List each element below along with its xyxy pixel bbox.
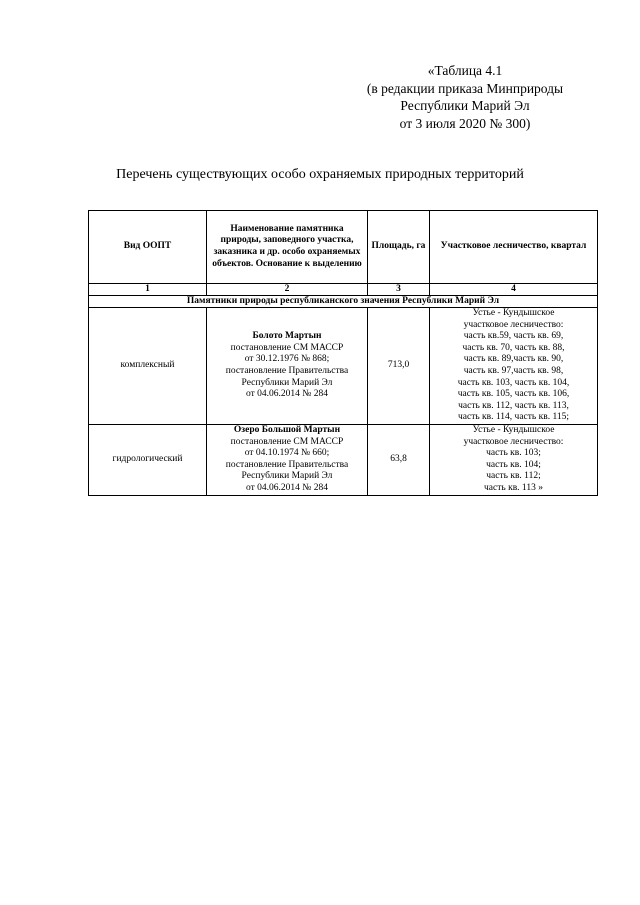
forestry-cell xyxy=(430,308,598,425)
forestry-line: часть кв. 105, часть кв. 106, xyxy=(457,389,570,400)
basis-line: постановление Правительства xyxy=(225,365,349,376)
basis-line: от 04.06.2014 № 284 xyxy=(246,389,328,400)
forestry-line: часть кв. 89,часть кв. 90, xyxy=(463,354,564,365)
protected-area-name-cell xyxy=(207,308,368,425)
column-number: 4 xyxy=(430,284,598,296)
table-reference-heading xyxy=(320,62,610,132)
basis-line: Республики Марий Эл xyxy=(241,471,333,482)
column-header-type: Вид ООПТ xyxy=(89,211,207,284)
column-number-row xyxy=(89,284,598,296)
forestry-cell xyxy=(430,424,598,495)
table-header-row xyxy=(89,211,598,284)
table-row xyxy=(89,424,598,495)
area-value: 63,8 xyxy=(368,424,430,495)
column-number: 1 xyxy=(89,284,207,296)
protected-area-type: комплексный xyxy=(89,308,207,425)
forestry-line: часть кв. 112, часть кв. 113, xyxy=(458,400,569,411)
forestry-line: участковое лесничество: xyxy=(463,319,564,330)
forestry-line: часть кв. 104; xyxy=(486,459,541,470)
column-number: 3 xyxy=(368,284,430,296)
column-header-forestry: Участковое лесничество, квартал xyxy=(430,211,598,284)
protected-area-type: гидрологический xyxy=(89,424,207,495)
forestry-line: участковое лесничество: xyxy=(463,436,564,447)
heading-line: Республики Марий Эл xyxy=(400,98,530,113)
area-value: 713,0 xyxy=(368,308,430,425)
section-row xyxy=(89,296,598,308)
column-header-name: Наименование памятника природы, заповедного участка, заказника и др. особо охраняемых объектов. Основание к выделению xyxy=(207,211,368,284)
section-title: Памятники природы республиканского значения Республики Марий Эл xyxy=(89,296,598,308)
column-number: 2 xyxy=(207,284,368,296)
forestry-line: часть кв. 103, часть кв. 104, xyxy=(457,377,570,388)
table-row xyxy=(89,308,598,425)
document-title: Перечень существующих особо охраняемых природных территорий xyxy=(116,167,524,182)
basis-line: Республики Марий Эл xyxy=(241,377,333,388)
basis-line: от 04.06.2014 № 284 xyxy=(246,482,328,493)
basis-line: постановление СМ МАССР xyxy=(230,436,344,447)
basis-line: от 30.12.1976 № 868; xyxy=(244,354,330,365)
basis-line: постановление Правительства xyxy=(225,459,349,470)
forestry-line: часть кв. 114, часть кв. 115; xyxy=(457,412,570,423)
heading-line: (в редакции приказа Минприроды xyxy=(366,80,564,96)
forestry-line: Устье - Кундышское xyxy=(472,308,555,318)
protected-area-name-cell xyxy=(207,424,368,495)
column-header-area: Площадь, га xyxy=(368,211,430,284)
protected-area-name: Болото Мартын xyxy=(252,331,322,342)
heading-line: «Таблица 4.1 xyxy=(427,63,503,78)
forestry-line: часть кв. 103; xyxy=(486,448,541,459)
forestry-line: Устье - Кундышское xyxy=(472,424,555,435)
forestry-line: часть кв. 97,часть кв. 98, xyxy=(463,365,564,376)
heading-line: от 3 июля 2020 № 300) xyxy=(399,115,531,131)
basis-line: постановление СМ МАССР xyxy=(230,342,344,353)
forestry-line: часть кв. 70, часть кв. 88, xyxy=(462,342,565,353)
basis-line: от 04.10.1974 № 660; xyxy=(244,448,330,459)
forestry-line: часть кв. 113 » xyxy=(484,482,543,493)
protected-areas-table xyxy=(88,210,598,496)
forestry-line: часть кв. 112; xyxy=(486,471,541,482)
protected-area-name: Озеро Большой Мартын xyxy=(233,424,341,435)
forestry-line: часть кв.59, часть кв. 69, xyxy=(463,331,564,342)
